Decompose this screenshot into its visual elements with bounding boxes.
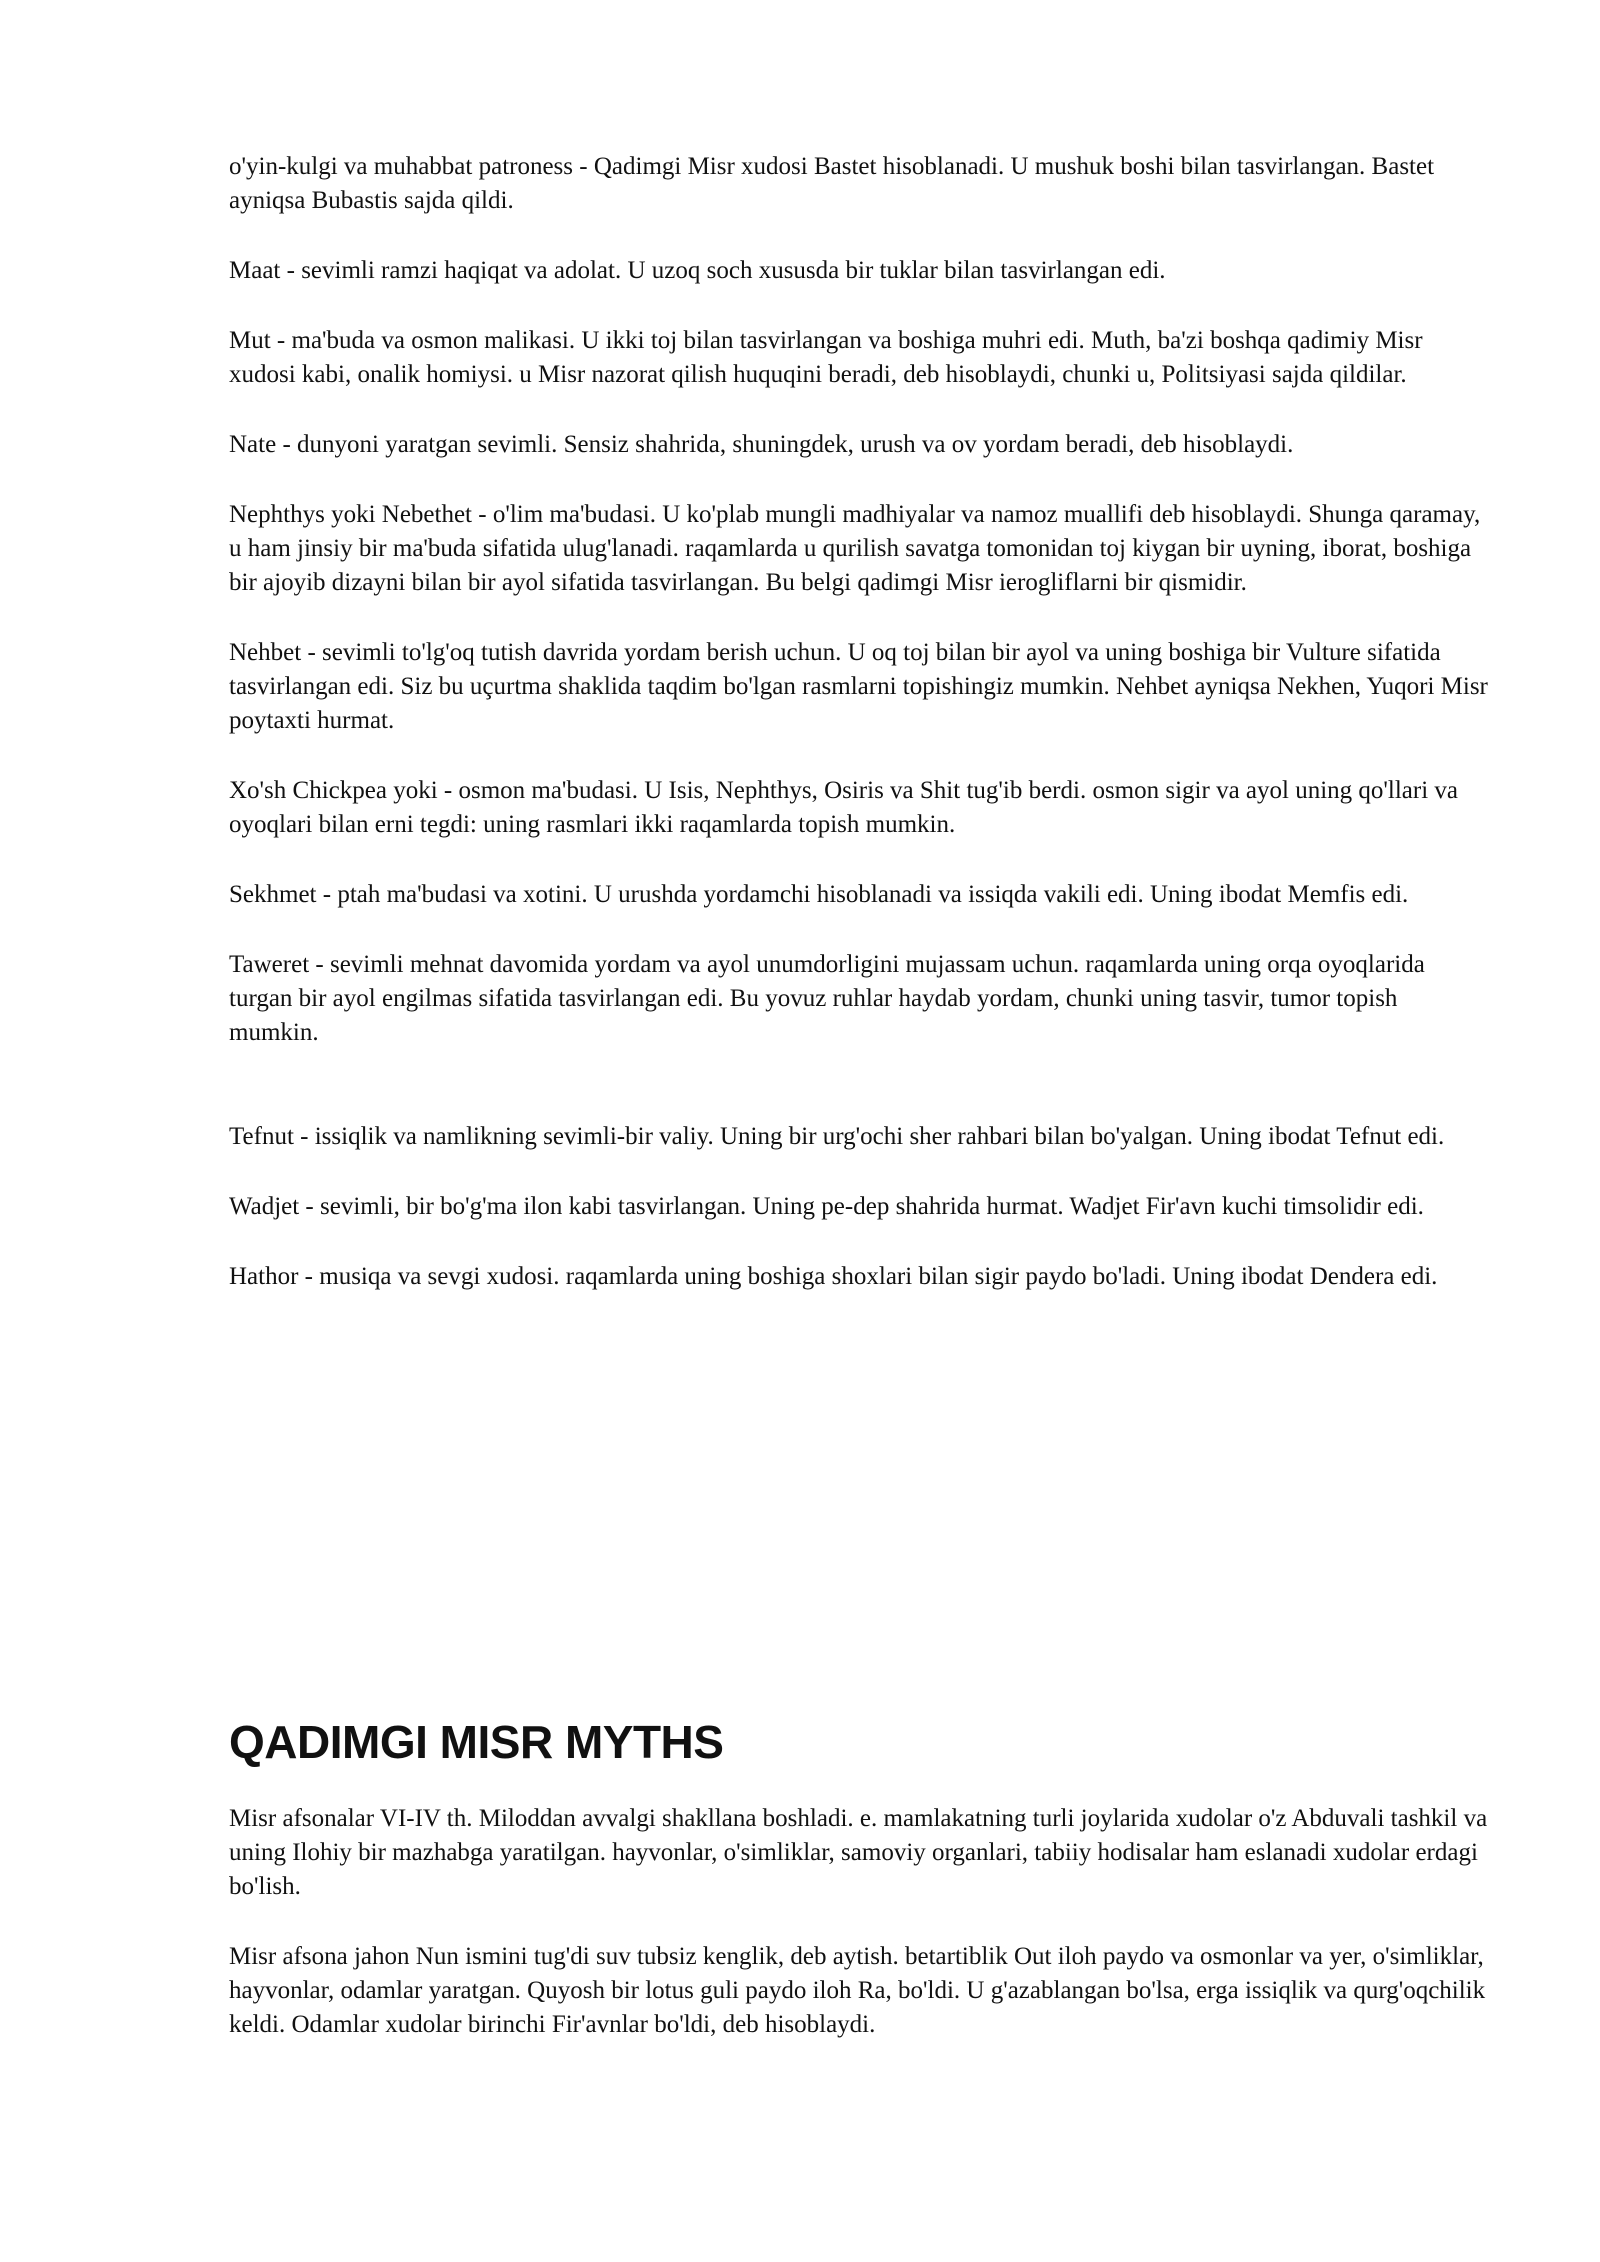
paragraph-nate: Nate - dunyoni yaratgan sevimli. Sensiz shahrida, shuningdek, urush va ov yordam beradi, deb hisoblaydi.	[229, 431, 1294, 458]
paragraph-nut: Xo'sh Chickpea yoki - osmon ma'budasi. U Isis, Nephthys, Osiris va Shit tug'ib berdi. osmon sigir va ayol uning qo'llari va oyoqlari bilan erni tegdi: uning rasmlari ikki raqamlarda topish mumkin.	[229, 777, 1459, 838]
document-page	[229, 150, 1489, 2038]
paragraph-bastet: o'yin-kulgi va muhabbat patroness - Qadimgi Misr xudosi Bastet hisoblanadi. U mushuk boshi bilan tasvirlangan. Bastet ayniqsa Bubastis sajda qildi.	[229, 153, 1435, 214]
paragraph-taweret: Taweret - sevimli mehnat davomida yordam va ayol unumdorligini mujassam uchun. raqamlarda uning orqa oyoqlarida turgan bir ayol engilmas sifatida tasvirlangan edi. Bu yovuz ruhlar haydab yordam, chunki uning tasvir, tumor topish mumkin.	[229, 951, 1425, 1046]
paragraph-hathor: Hathor - musiqa va sevgi xudosi. raqamlarda uning boshiga shoxlari bilan sigir paydo bo'ladi. Uning ibodat Dendera edi.	[229, 1263, 1438, 1290]
section-heading: QADIMGI MISR MYTHS	[229, 1716, 724, 1768]
myths-section	[229, 1802, 1489, 2078]
paragraph-myths-origin: Misr afsonalar VI-IV th. Miloddan avvalgi shakllana boshladi. e. mamlakatning turli joylarida xudolar o'z Abduvali tashkil va uning Ilohiy bir mazhabga yaratilgan. hayvonlar, o'simliklar, samoviy organlari, tabiiy hodisalar ham eslanadi xudolar erdagi bo'lish.	[229, 1805, 1488, 1900]
paragraph-myths-creation: Misr afsona jahon Nun ismini tug'di suv tubsiz kenglik, deb aytish. betartiblik Out iloh paydo va osmonlar va yer, o'simliklar, hayvonlar, odamlar yaratgan. Quyosh bir lotus guli paydo iloh Ra, bo'ldi. U g'azablangan bo'lsa, erga issiqlik va qurg'oqchilik keldi. Odamlar xudolar birinchi Fir'avnlar bo'ldi, deb hisoblaydi.	[229, 1943, 1486, 2038]
paragraph-wadjet: Wadjet - sevimli, bir bo'g'ma ilon kabi tasvirlangan. Uning pe-dep shahrida hurmat. Wadjet Fir'avn kuchi timsolidir edi.	[229, 1193, 1424, 1220]
paragraph-nehbet: Nehbet - sevimli to'lg'oq tutish davrida yordam berish uchun. U oq toj bilan bir ayol va uning boshiga bir Vulture sifatida tasvirlangan edi. Siz bu uçurtma shaklida taqdim bo'lgan rasmlarni topishingiz mumkin. Nehbet ayniqsa Nekhen, Yuqori Misr poytaxti hurmat.	[229, 639, 1488, 734]
paragraph-mut: Mut - ma'buda va osmon malikasi. U ikki toj bilan tasvirlangan va boshiga muhri edi. Muth, ba'zi boshqa qadimiy Misr xudosi kabi, onalik homiysi. u Misr nazorat qilish huquqini beradi, deb hisoblaydi, chunki u, Politsiyasi sajda qildilar.	[229, 327, 1423, 388]
paragraph-tefnut: Tefnut - issiqlik va namlikning sevimli-bir valiy. Uning bir urg'ochi sher rahbari bilan bo'yalgan. Uning ibodat Tefnut edi.	[229, 1123, 1445, 1150]
paragraph-maat: Maat - sevimli ramzi haqiqat va adolat. U uzoq soch xususda bir tuklar bilan tasvirlangan edi.	[229, 257, 1166, 284]
paragraph-nephthys: Nephthys yoki Nebethet - o'lim ma'budasi. U ko'plab mungli madhiyalar va namoz muallifi deb hisoblaydi. Shunga qaramay, u ham jinsiy bir ma'buda sifatida ulug'lanadi. raqamlarda u qurilish savatga tomonidan toj kiygan bir uyning, iborat, boshiga bir ajoyib dizayni bilan bir ayol sifatida tasvirlangan. Bu belgi qadimgi Misr ierogliflarni bir qismidir.	[229, 501, 1481, 596]
paragraph-sekhmet: Sekhmet - ptah ma'budasi va xotini. U urushda yordamchi hisoblanadi va issiqda vakili edi. Uning ibodat Memfis edi.	[229, 881, 1409, 908]
